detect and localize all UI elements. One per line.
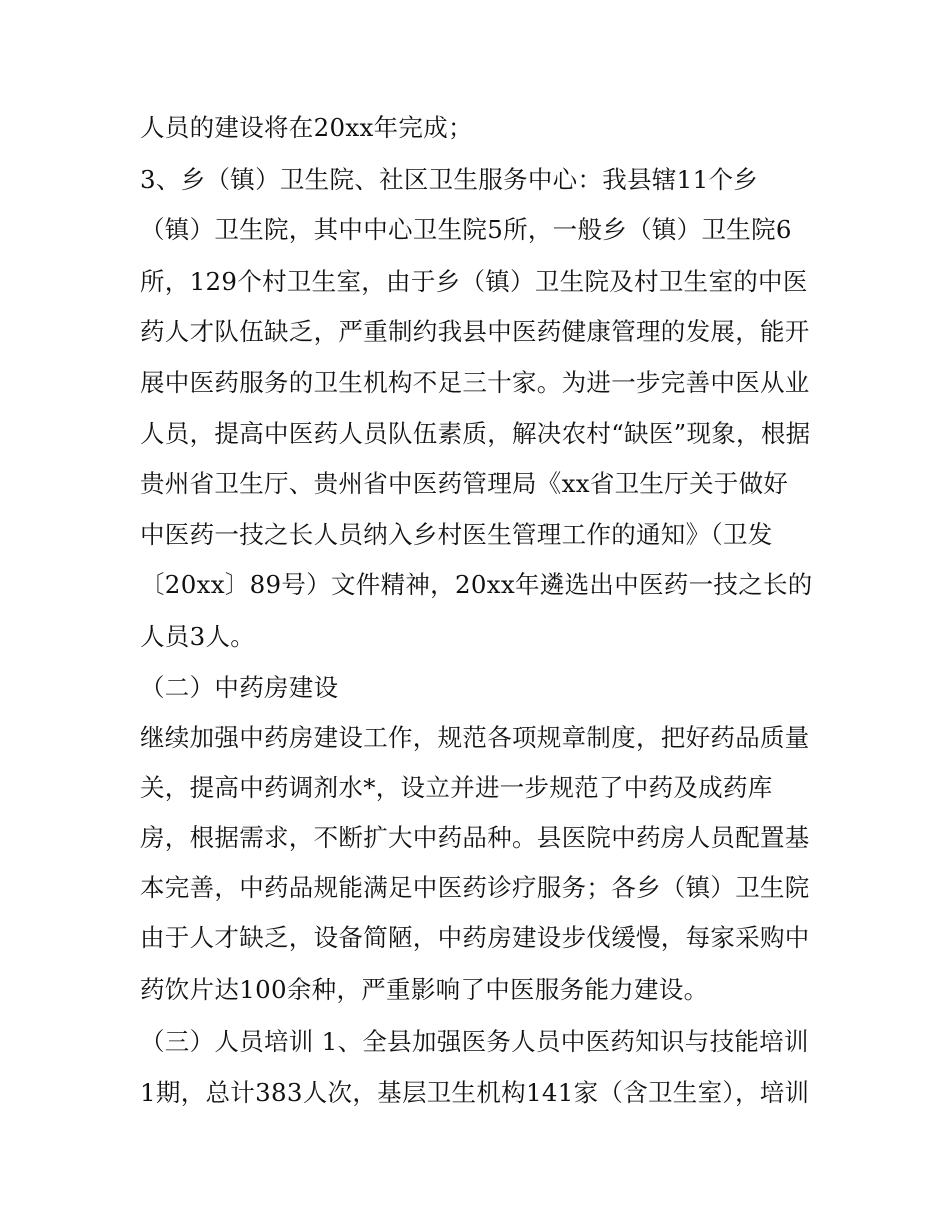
text-line: 药饮片达100余种，严重影响了中医服务能力建设。	[140, 975, 709, 1004]
text-line: 展中医药服务的卫生机构不足三十家。为进一步完善中医从业	[140, 368, 810, 397]
text-line: 1期，总计383人次，基层卫生机构141家（含卫生室），培训	[140, 1078, 810, 1107]
text-line: 所，129个村卫生室，由于乡（镇）卫生院及村卫生室的中医	[140, 267, 808, 296]
text-line: （镇）卫生院，其中中心卫生院5所，一般乡（镇）卫生院6	[140, 215, 792, 244]
section-heading: （二）中药房建设	[140, 673, 339, 702]
text-line: 人员，提高中医药人员队伍素质，解决农村“缺医”现象，根据	[140, 419, 811, 448]
text-line: 人员的建设将在20xx年完成；	[140, 113, 473, 142]
text-line: 中医药一技之长人员纳入乡村医生管理工作的通知》（卫发	[140, 520, 773, 549]
text-line: 贵州省卫生厅、贵州省中医药管理局《xx省卫生厅关于做好	[140, 469, 789, 498]
text-line: 关，提高中药调剂水*，设立并进一步规范了中药及成药库	[140, 773, 773, 802]
text-line: 房，根据需求，不断扩大中药品种。县医院中药房人员配置基	[140, 823, 810, 852]
text-line: 〔20xx〕89号）文件精神，20xx年遴选出中医药一技之长的	[140, 570, 813, 599]
text-line: 本完善，中药品规能满足中医药诊疗服务；各乡（镇）卫生院	[140, 873, 810, 902]
text-line: 药人才队伍缺乏，严重制约我县中医药健康管理的发展，能开	[140, 317, 810, 346]
text-line: 3、乡（镇）卫生院、社区卫生服务中心：我县辖11个乡	[140, 165, 759, 194]
text-line: 由于人才缺乏，设备简陋，中药房建设步伐缓慢，每家采购中	[140, 923, 810, 952]
text-line: （三）人员培训 1、全县加强医务人员中医药知识与技能培训	[140, 1027, 809, 1056]
text-line: 继续加强中药房建设工作，规范各项规章制度，把好药品质量	[140, 723, 810, 752]
text-line: 人员3人。	[140, 622, 256, 651]
